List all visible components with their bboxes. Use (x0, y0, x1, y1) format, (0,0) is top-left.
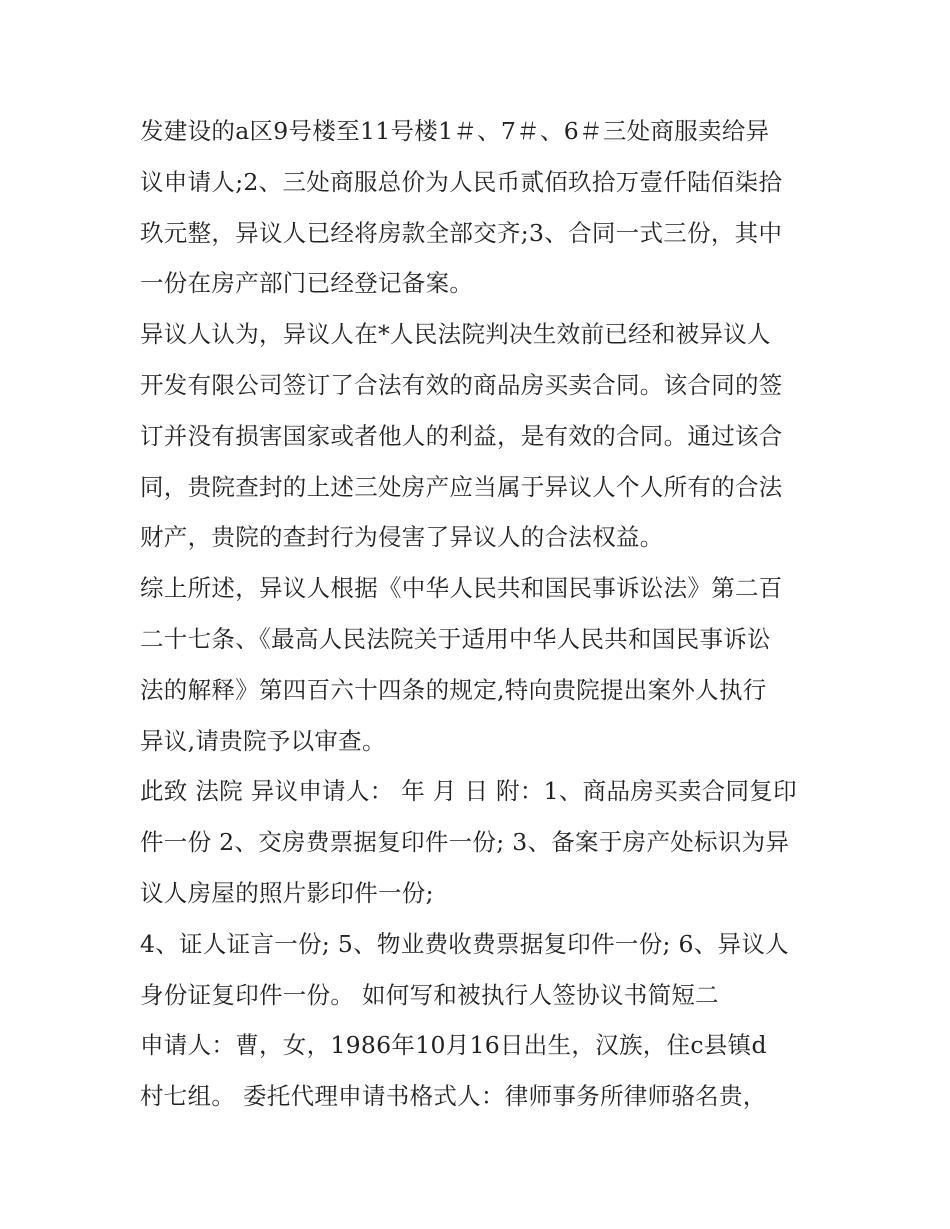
text-line: 申请人：曹，女，1986年10月16日出生，汉族，住c县镇d (140, 1031, 767, 1060)
text-line: 订并没有损害国家或者他人的利益，是有效的合同。通过该合 (140, 421, 783, 450)
text-line: 4、证人证言一份; 5、物业费收费票据复印件一份; 6、异议人 (140, 929, 789, 958)
text-line: 财产，贵院的查封行为侵害了异议人的合法权益。 (140, 523, 664, 552)
text-line: 同，贵院查封的上述三处房产应当属于异议人个人所有的合法 (140, 472, 783, 501)
text-line: 身份证复印件一份。 如何写和被执行人签协议书简短二 (140, 980, 719, 1009)
text-line: 此致 法院 异议申请人： 年 月 日 附：1、商品房买卖合同复印 (140, 777, 797, 806)
text-line: 件一份 2、交房费票据复印件一份; 3、备案于房产处标识为异 (140, 828, 790, 857)
text-line: 异议人认为，异议人在*人民法院判决生效前已经和被异议人 (140, 320, 771, 349)
text-line: 议人房屋的照片影印件一份; (140, 878, 434, 907)
text-line: 发建设的a区9号楼至11号楼1＃、7＃、6＃三处商服卖给异 (140, 117, 770, 145)
text-line: 议申请人;2、三处商服总价为人民币贰佰玖拾万壹仟陆佰柒拾 (140, 167, 783, 196)
text-line: 法的解释》第四百六十四条的规定,特向贵院提出案外人执行 (140, 675, 767, 704)
text-line: 开发有限公司签订了合法有效的商品房买卖合同。该合同的签 (140, 370, 783, 399)
text-line: 村七组。 委托代理申请书格式人：律师事务所律师骆名贵， (140, 1082, 767, 1111)
text-line: 异议,请贵院予以审查。 (140, 726, 386, 755)
text-line: 玖元整，异议人已经将房款全部交齐;3、合同一式三份，其中 (140, 218, 783, 247)
text-line: 二十七条、《最高人民法院关于适用中华人民共和国民事诉讼 (140, 624, 771, 653)
text-line: 综上所述，异议人根据《中华人民共和国民事诉讼法》第二百 (140, 574, 783, 603)
text-line: 一份在房产部门已经登记备案。 (140, 269, 474, 298)
document-body (140, 106, 820, 1122)
